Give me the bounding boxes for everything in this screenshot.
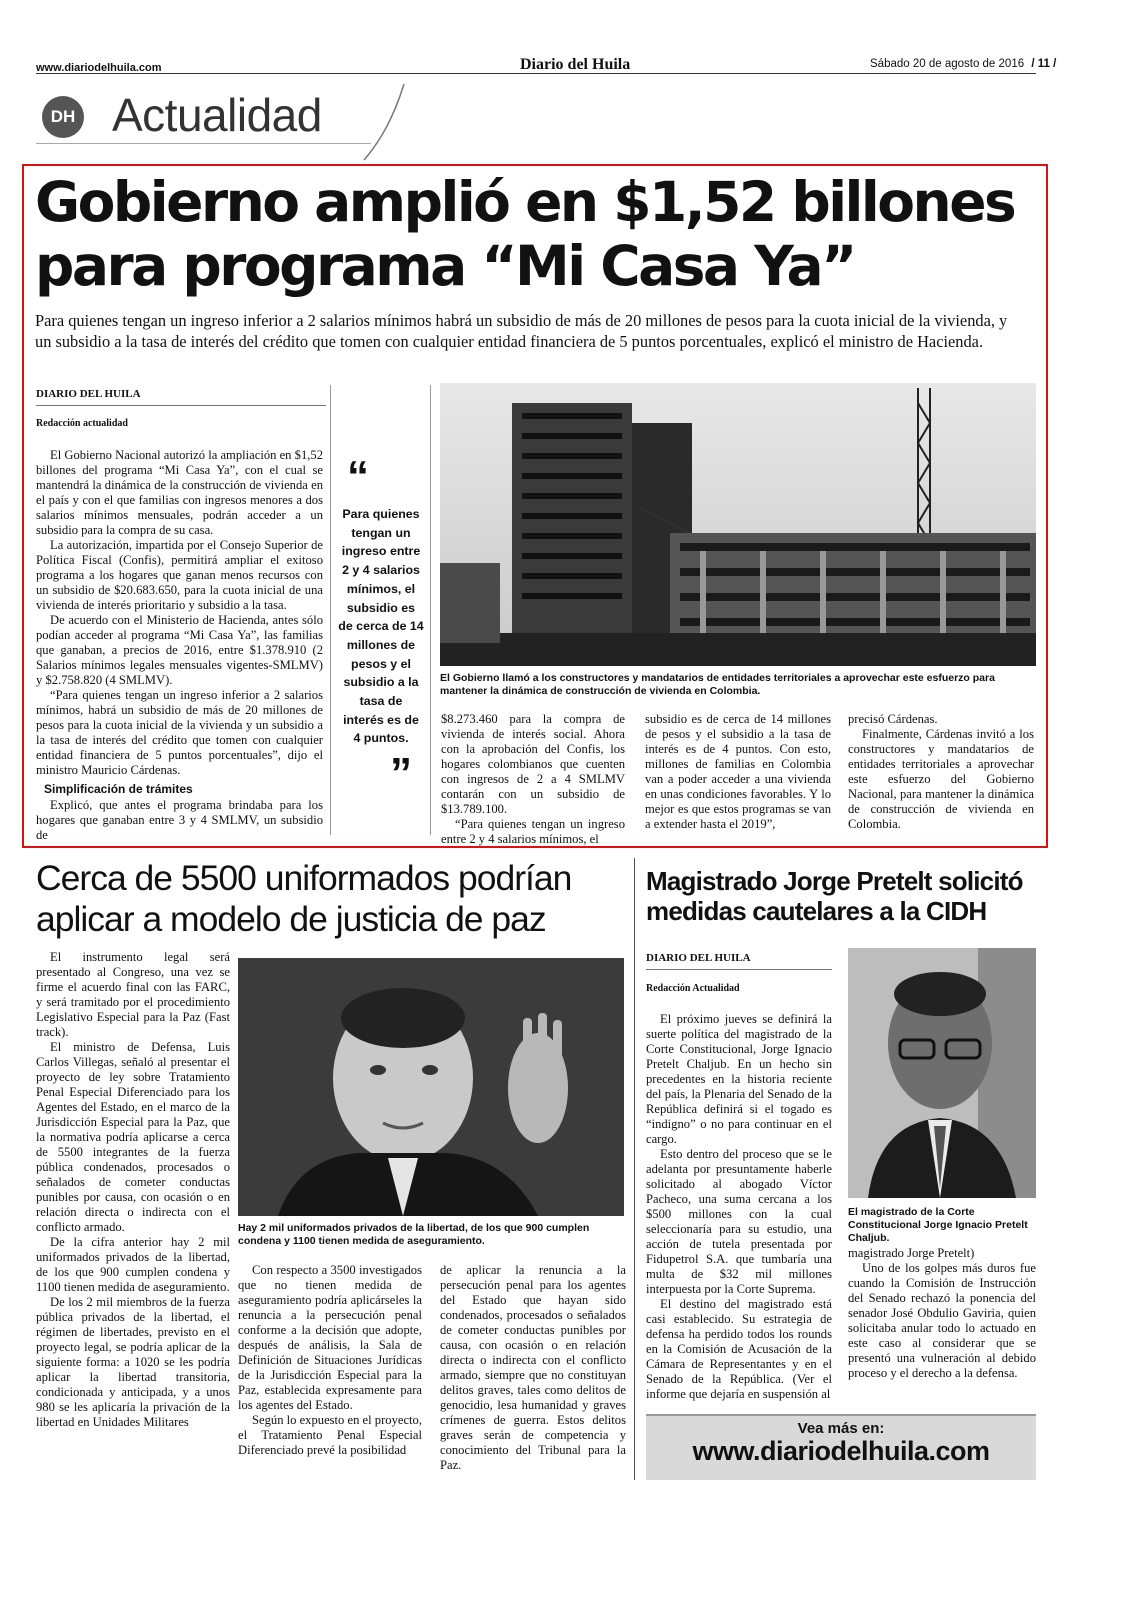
section-rule [36,143,371,144]
main-article-col3 [645,712,831,836]
promo-label: Vea más en: [797,1420,885,1437]
main-col1-p2: La autorización, impartida por el Consejo Superior de Política Fiscal (Confis), permitirá ampliar el exitoso programa a los hogares que ganan menos recursos con un subsidio de $20.683.650, para la cuota inicial de una vivienda de interés prioritario y subsidio a la tasa. [36,538,323,612]
main-col1-p1: El Gobierno Nacional autorizó la ampliación en $1,52 billones del programa “Mi Casa Ya”, con el cual se mantendrá la dinámica de la construcción de vivienda en el país y con el que familias con ingresos menores a dos salarios mínimos mensuales, podrán acceder a un subsidio para la compra de su casa. [36,448,323,537]
article2-col3-p1: de aplicar la renuncia a la persecución penal para los agentes del Estado que hayan sido condenados, procesados o señalados de cometer conductas punibles por causa, con ocasión o en relación directa o indirecta con el conflicto armado, siempre que no constituyan delitos graves, tales como delitos de genocidio, lesa humanidad y graves crímenes de guerra. Estos delitos graves serán de competencia y conocimiento del Tribunal para la Paz. [440,1263,626,1472]
promo-url[interactable]: www.diariodelhuila.com [692,1436,990,1466]
article2-col1 [36,950,230,1475]
article2-col1-p4: De los 2 mil miembros de la fuerza pública privados de la libertad, el régimen de libertades, previsto en el proyecto legal, se podría aplicar de la siguiente forma: a 1020 se les podría aplicar la libertad transitoria, condicionada y anticipada, y a unos 980 se les aplicaría la privación de la libertad en Unidades Militares [36,1295,230,1429]
main-article-col1 [36,448,323,842]
article3-col2 [848,1246,1036,1406]
date-text: Sábado 20 de agosto de 2016 [870,58,1025,70]
article2-col1-p3: De la cifra anterior hay 2 mil uniformados privados de la libertad, de los que 900 cumplen condena y 1100 tienen medida de aseguramiento. [36,1235,230,1294]
article2-col3 [440,1263,626,1478]
minister-photo [238,958,624,1216]
construction-photo-caption: El Gobierno llamó a los constructores y mandatarios de entidades territoriales a aprovechar este esfuerzo para mantener la dinámica de construcción de vivienda en Colombia. [440,672,995,697]
article3-col2-p2: Uno de los golpes más duros fue cuando la Comisión de Instrucción del Senado rechazó la ponencia del senador José Obdulio Gaviria, quien solicitaba anular todo lo actuado en este caso al considerar que se presentó una vulneración al debido proceso y el derecho a la defensa. [848,1261,1036,1380]
main-col-divider-1 [330,385,331,835]
pull-quote-open-mark: “ [347,452,369,501]
pull-quote: Para quienes tengan un ingreso entre 2 y 4 salarios mínimos, el subsidio es de cerca de 14 millones de pesos y el subsidio a la tasa de interés es de 4 puntos. [338,507,424,746]
header-paper-name: Diario del Huila [520,56,631,73]
article3-col1-p1: El próximo jueves se definirá la suerte política del magistrado de la Corte Constitucional, Jorge Ignacio Pretelt Chaljub. En un hecho sin precedentes en la historia reciente del país, la Plenaria del Senado de la República definirá si el togado es “indigno” o no para continuar en el cargo. [646,1012,832,1146]
magistrate-photo-caption: El magistrado de la Corte Constitucional Jorge Ignacio Pretelt Chaljub. [848,1206,1028,1244]
main-col1-p3: De acuerdo con el Ministerio de Hacienda, antes sólo podían acceder al programa “Mi Casa Ya”, las familias que ganaban, a precios de 2016, entre $1.378.910 (2 Salarios mínimos legales mensuales vigentes-SMLMV) y $2.758.820 (4 SMLMV). [36,613,323,687]
article2-col1-p1: El instrumento legal será presentado al Congreso, una vez se firme el acuerdo final con las FARC, y será tramitado por el procedimiento Legislativo Especial para la Paz (Fast track). [36,950,230,1039]
main-col-divider-2 [430,385,431,835]
construction-photo [440,383,1036,666]
dh-logo: DH [42,96,84,138]
article2-col2-p2: Según lo expuesto en el proyecto, el Tratamiento Penal Especial Diferenciado prevé la posibilidad [238,1413,422,1457]
main-col4-p2: Finalmente, Cárdenas invitó a los constructores y mandatarios de entidades territoriales a aprovechar este esfuerzo del Gobierno Nacional, para mantener la dinámica de construcción de vivienda en Colombia. [848,727,1034,831]
article3-col1-p2: Esto dentro del proceso que se le adelanta por presuntamente haberle solicitado al abogado Víctor Pacheco, una suma cercana a los $500 millones con la cual seleccionaría para su estudio, una acción de tutela presentada por Fidupetrol S.A. que tumbaría una multa de $32 mil millones interpuesta por la Corte Suprema. [646,1147,832,1296]
main-subhead: Simplificación de trámites [44,782,193,796]
header-date [870,58,1056,70]
section-slash-decoration [360,80,410,162]
page-number: / 11 / [1031,58,1057,70]
pull-quote-close-mark: ” [390,749,412,798]
article2-title: Cerca de 5500 uniformados podrían aplicar a modelo de justicia de paz [36,858,572,939]
main-col2-p1: $8.273.460 para la compra de vivienda de interés social. Ahora con la aprobación del Confis, los hogares colombianos que cuenten con ingresos de 2 a 4 SMLMV contarán con un subsidio de $13.789.100. [441,712,625,816]
article3-col1-p3: El destino del magistrado está casi establecido. Su estrategia de defensa ha perdido todos los rounds en la Comisión de Acusación de la Cámara de Representantes y en el Senado de la República. (Ver el informe que dejaría en suspensión al [646,1297,832,1401]
main-article-lead: Para quienes tengan un ingreso inferior a 2 salarios mínimos habrá un subsidio de más de 20 millones de pesos para la cuota inicial de la vivienda, y un subsidio a la tasa de interés del crédito que tomen con cualquier entidad financiera de 5 puntos porcentuales, explicó el ministro de Hacienda. [35,311,1008,351]
article2-col2 [238,1263,422,1478]
article3-byline-rule [646,969,832,970]
main-desk: Redacción actualidad [36,418,128,429]
main-article-col4 [848,712,1034,836]
main-article-title: Gobierno amplió en $1,52 billones para programa “Mi Casa Ya” [35,170,1015,298]
article3-col1 [646,1012,832,1402]
section-title: Actualidad [112,89,322,141]
minister-photo-caption: Hay 2 mil uniformados privados de la libertad, de los que 900 cumplen condena y 1100 tienen medida de aseguramiento. [238,1222,590,1247]
main-byline-rule [36,405,326,406]
main-col2-p2: “Para quienes tengan un ingreso entre 2 y 4 salarios mínimos, el [441,817,625,846]
article-divider [634,858,635,1480]
main-col3-p1: subsidio es de cerca de 14 millones de pesos y el subsidio a la tasa de interés es de 4 puntos. Con esto, millones de familias en Colombia van a poder acceder a una vivienda en unas condiciones favorables. Y lo mejor es que estos programas se van a extender hasta el 2019”, [645,712,831,831]
article3-byline: DIARIO DEL HUILA [646,952,751,964]
article3-title: Magistrado Jorge Pretelt solicitó medidas cautelares a la CIDH [646,866,1023,926]
header-url[interactable]: www.diariodelhuila.com [36,62,162,74]
website-promo-box[interactable] [646,1414,1036,1480]
main-col1-p4: “Para quienes tengan un ingreso inferior a 2 salarios mínimos, habrá un subsidio de más de 20 millones de pesos para la cuota inicial de la vivienda y un subsidio a la tasa de interés del crédito que tomen con cualquier entidad financiera de 5 puntos porcentuales”, dijo el ministro Mauricio Cárdenas. [36,688,323,777]
main-byline: DIARIO DEL HUILA [36,388,141,400]
article3-col2-p1: magistrado Jorge Pretelt) [848,1246,975,1260]
main-col4-p1: precisó Cárdenas. [848,712,938,726]
magistrate-photo [848,948,1036,1198]
article2-col1-p2: El ministro de Defensa, Luis Carlos Villegas, señaló al presentar el proyecto de ley sobre Tratamiento Penal Especial Diferenciado para los Agentes del Estado, en el marco de la Jurisdicción Especial para la Paz, que la normativa podría aplicarse a cerca de 5500 integrantes de la fuerza pública condenados, procesados o señalados de cometer conductas punibles por causa, con ocasión o en relación directa o indirecta con el conflicto armado. [36,1040,230,1234]
article2-col2-p1: Con respecto a 3500 investigados que no tienen medida de aseguramiento podría aplicárseles la renuncia a la persecución penal conforme a la decisión que adopte, después de análisis, la Sala de Definición de Situaciones Jurídicas de la Jurisdicción Especial para la Paz, establecida expresamente para los agentes del Estado. [238,1263,422,1412]
main-article-col2 [441,712,625,846]
header-rule [36,73,1036,74]
article3-desk: Redacción Actualidad [646,983,740,994]
main-col1-end: Explicó, que antes el programa brindaba para los hogares que ganaban entre 3 y 4 SMLMV, un subsidio de [36,798,323,842]
